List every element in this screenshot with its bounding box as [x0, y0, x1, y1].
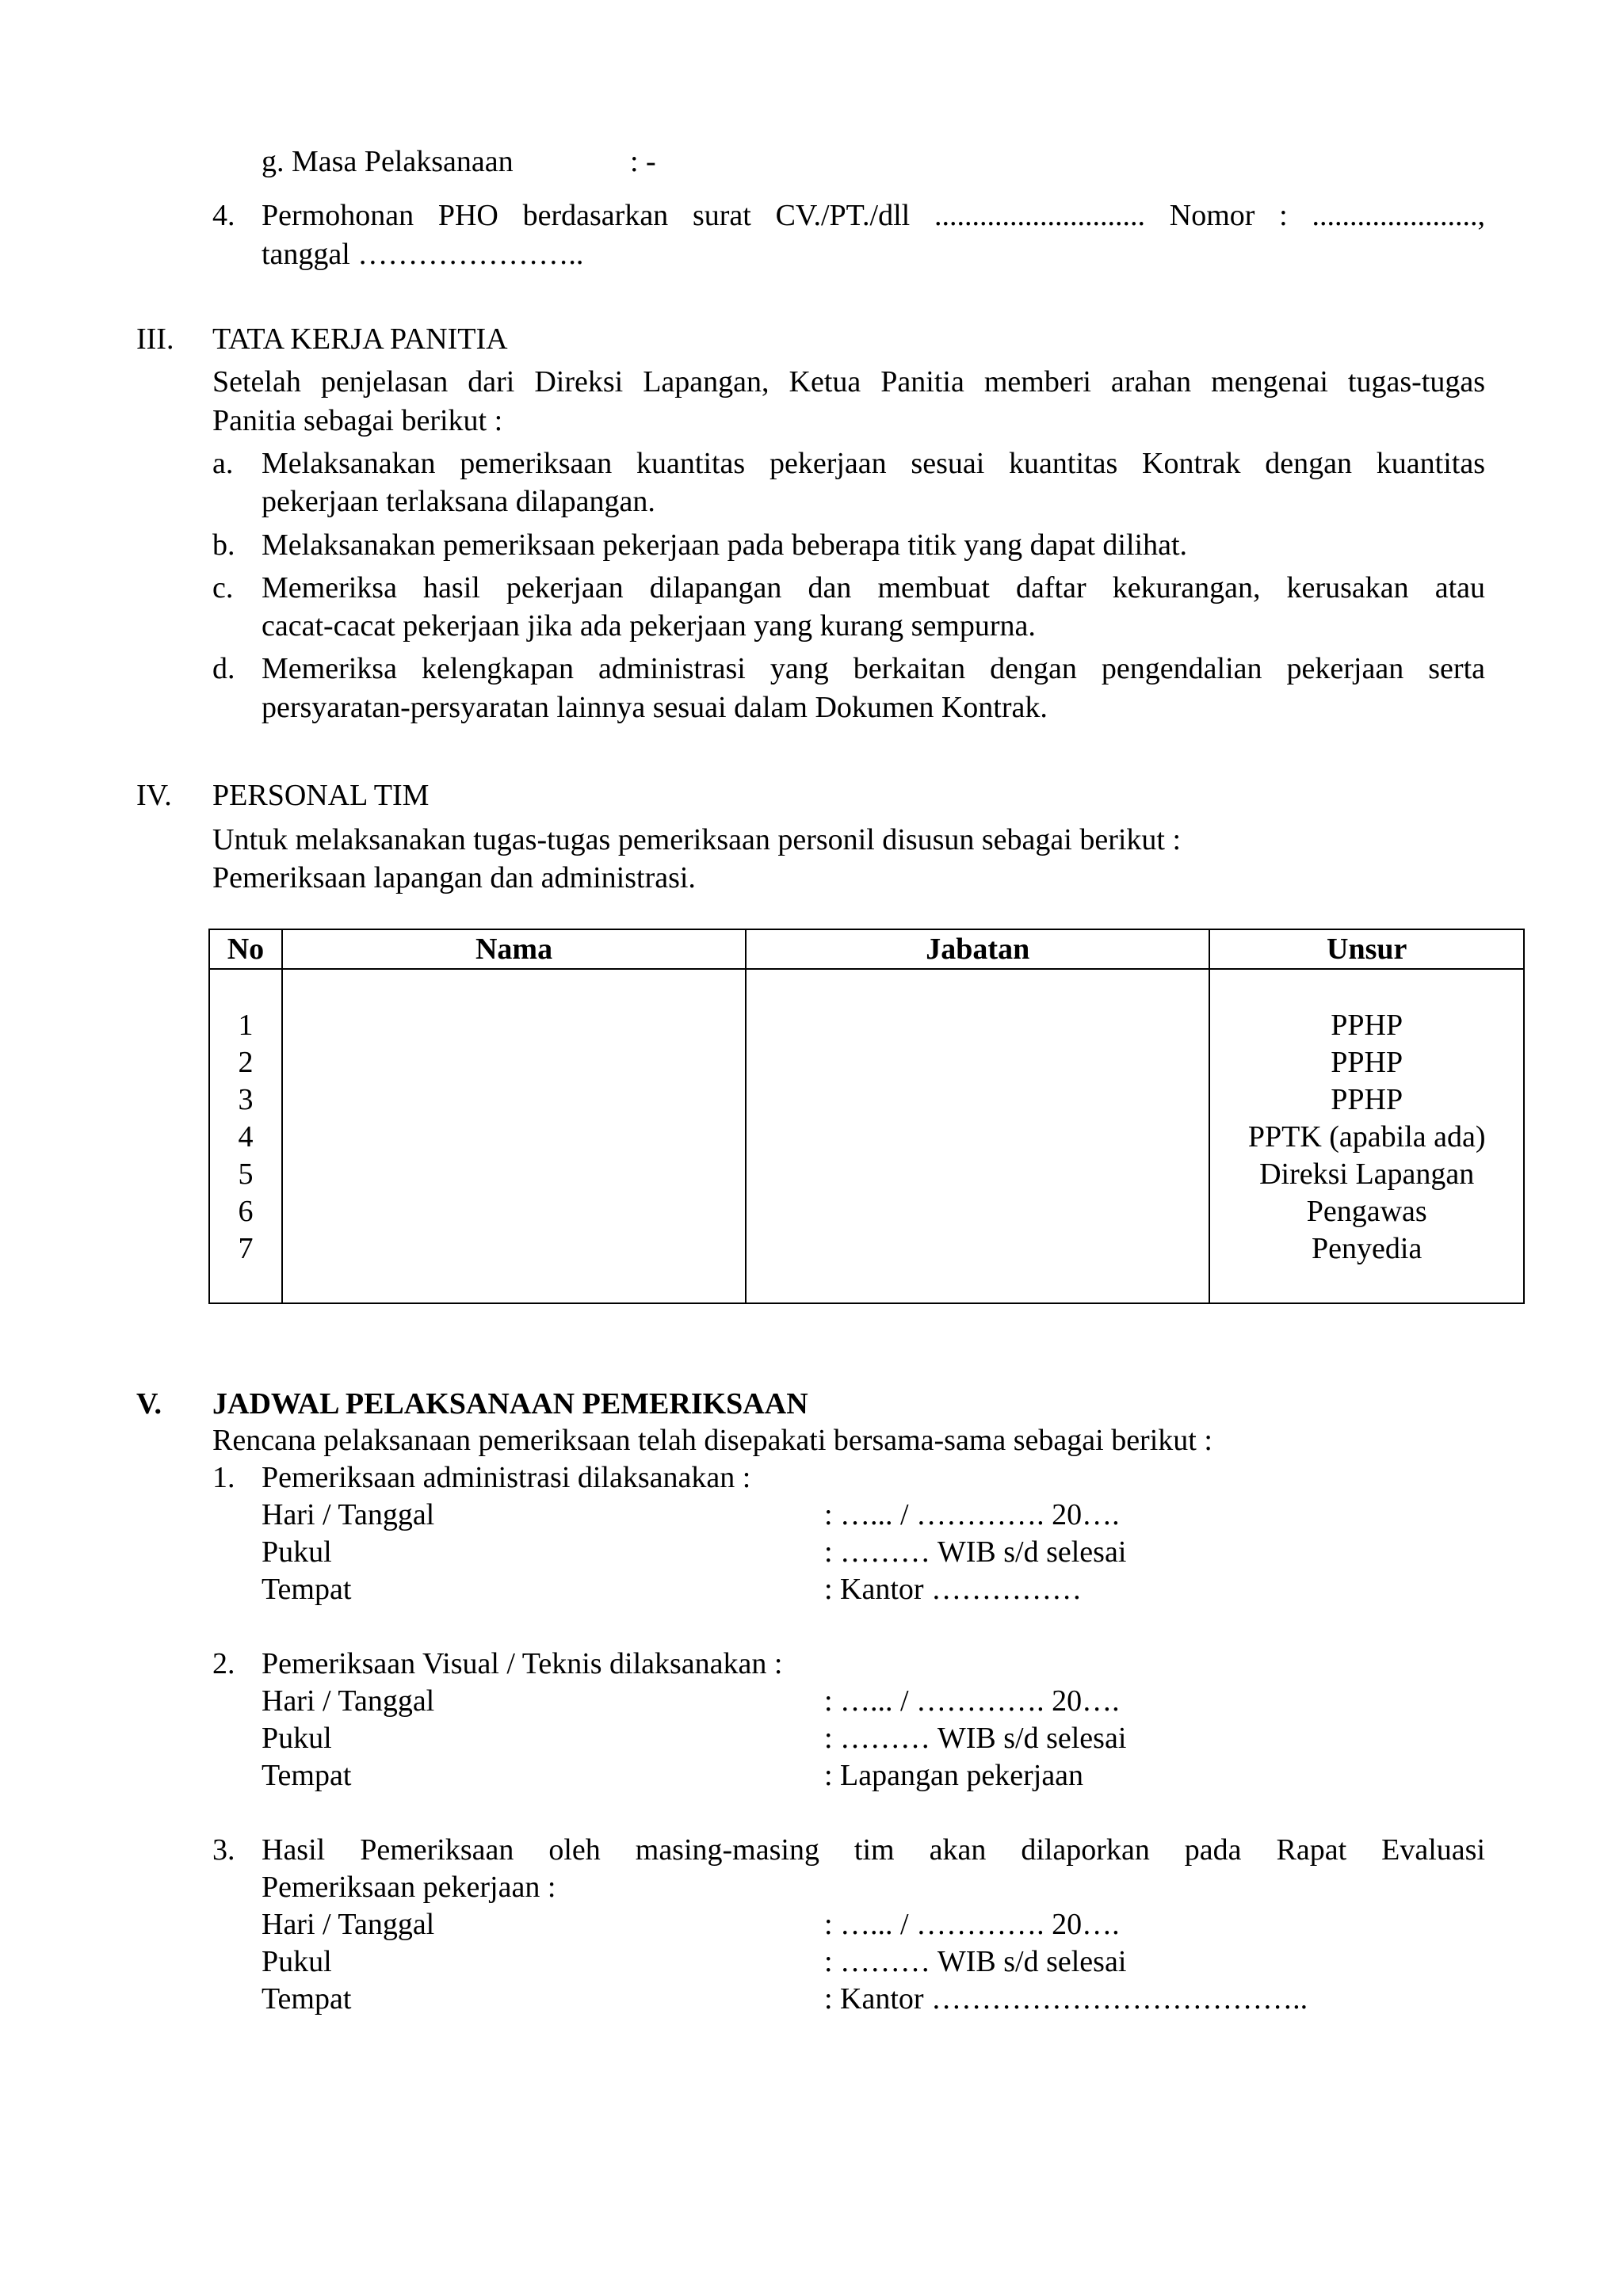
section3-item-label: a. — [212, 447, 234, 480]
item-4-line2: tanggal ………………….. — [262, 238, 584, 271]
schedule-row-label: Tempat — [262, 1573, 352, 1606]
unsur-cell: Direksi Lapangan — [1259, 1158, 1475, 1191]
row-number: 1 — [238, 1009, 254, 1042]
table-header-row — [209, 929, 1524, 969]
schedule-row-label: Pukul — [262, 1535, 332, 1569]
schedule-row-value: : ……… WIB s/d selesai — [824, 1535, 1127, 1569]
row-number: 5 — [238, 1158, 254, 1191]
section5-intro: Rencana pelaksanaan pemeriksaan telah disepakati bersama-sama sebagai berikut : — [212, 1424, 1212, 1457]
schedule-row-value: : …... / …………. 20…. — [824, 1498, 1120, 1531]
no-column — [209, 969, 282, 1303]
schedule-item-heading: Pemeriksaan administrasi dilaksanakan : — [262, 1461, 751, 1494]
row-number: 4 — [238, 1120, 254, 1154]
unsur-cell: PPHP — [1331, 1009, 1403, 1042]
schedule-row-value: : Lapangan pekerjaan — [824, 1759, 1084, 1792]
section3-item-line1: Melaksanakan pemeriksaan kuantitas pekerjaan sesuai kuantitas Kontrak dengan kuantitas — [262, 447, 1485, 480]
section3-numeral: III. — [136, 322, 174, 356]
section3-intro-line1: Setelah penjelasan dari Direksi Lapangan, Ketua Panitia memberi arahan mengenai tugas-tugas — [212, 365, 1485, 399]
schedule-row-label: Hari / Tanggal — [262, 1684, 435, 1718]
schedule-row-label: Hari / Tanggal — [262, 1908, 435, 1941]
section3-item-line2: persyaratan-persyaratan lainnya sesuai dalam Dokumen Kontrak. — [262, 691, 1048, 724]
schedule-item-heading: Pemeriksaan Visual / Teknis dilaksanakan : — [262, 1647, 783, 1680]
header-jabatan: Jabatan — [746, 929, 1209, 969]
nama-column — [282, 969, 746, 1303]
header-unsur: Unsur — [1209, 929, 1524, 969]
schedule-row-label: Pukul — [262, 1945, 332, 1978]
section3-item-line1: Memeriksa hasil pekerjaan dilapangan dan membuat daftar kekurangan, kerusakan atau — [262, 571, 1485, 605]
schedule-row-value: : ……… WIB s/d selesai — [824, 1722, 1127, 1755]
schedule-item-number: 1. — [212, 1461, 235, 1494]
row-number: 2 — [238, 1046, 254, 1079]
section5-numeral: V. — [136, 1387, 162, 1421]
section4-intro-line2: Pemeriksaan lapangan dan administrasi. — [212, 861, 696, 894]
schedule-item-heading-line2: Pemeriksaan pekerjaan : — [262, 1871, 556, 1904]
unsur-cell: PPHP — [1331, 1046, 1403, 1079]
section3-item-line2: pekerjaan terlaksana dilapangan. — [262, 485, 655, 518]
section4-intro-line1: Untuk melaksanakan tugas-tugas pemeriksaan personil disusun sebagai berikut : — [212, 823, 1182, 856]
item-4-number: 4. — [212, 199, 235, 232]
section4-title: PERSONAL TIM — [212, 779, 430, 812]
section3-item-label: c. — [212, 571, 234, 605]
unsur-cell: PPHP — [1331, 1083, 1403, 1116]
schedule-row-label: Tempat — [262, 1759, 352, 1792]
item-g-label: g. Masa Pelaksanaan — [262, 145, 514, 178]
row-number: 3 — [238, 1083, 254, 1116]
schedule-row-value: : ……… WIB s/d selesai — [824, 1945, 1127, 1978]
schedule-row-value: : Kantor …………… — [824, 1573, 1083, 1606]
section3-item-line2: cacat-cacat pekerjaan jika ada pekerjaan yang kurang sempurna. — [262, 609, 1036, 643]
table-row — [209, 969, 1524, 1303]
schedule-item-heading: Hasil Pemeriksaan oleh masing-masing tim akan dilaporkan pada Rapat Evaluasi — [262, 1833, 1485, 1867]
unsur-cell: Penyedia — [1312, 1232, 1423, 1265]
schedule-item-number: 3. — [212, 1833, 235, 1867]
schedule-row-value: : Kantor ……………………………….. — [824, 1982, 1308, 2016]
item-4-line1: Permohonan PHO berdasarkan surat CV./PT./dll ............................ Nomor : ......................, — [262, 199, 1485, 232]
header-no: No — [209, 929, 282, 969]
schedule-row-label: Tempat — [262, 1982, 352, 2016]
unsur-cell: PPTK (apabila ada) — [1247, 1120, 1486, 1154]
schedule-row-value: : …... / …………. 20…. — [824, 1908, 1120, 1941]
section3-item-line1: Memeriksa kelengkapan administrasi yang berkaitan dengan pengendalian pekerjaan serta — [262, 652, 1485, 685]
personal-tim-table — [208, 929, 1525, 1304]
section3-intro-line2: Panitia sebagai berikut : — [212, 404, 503, 437]
schedule-row-label: Pukul — [262, 1722, 332, 1755]
row-number: 6 — [238, 1195, 254, 1228]
section3-title: TATA KERJA PANITIA — [212, 322, 508, 356]
header-nama: Nama — [282, 929, 746, 969]
schedule-row-label: Hari / Tanggal — [262, 1498, 435, 1531]
section3-item-label: b. — [212, 528, 235, 562]
section3-item-label: d. — [212, 652, 235, 685]
row-number: 7 — [238, 1232, 254, 1265]
section3-item-line1: Melaksanakan pemeriksaan pekerjaan pada beberapa titik yang dapat dilihat. — [262, 528, 1187, 562]
unsur-cell: Pengawas — [1306, 1195, 1427, 1228]
schedule-item-number: 2. — [212, 1647, 235, 1680]
unsur-column — [1209, 969, 1524, 1303]
schedule-row-value: : …... / …………. 20…. — [824, 1684, 1120, 1718]
section5-title: JADWAL PELAKSANAAN PEMERIKSAAN — [212, 1387, 808, 1421]
section4-numeral: IV. — [136, 779, 172, 812]
jabatan-column — [746, 969, 1209, 1303]
item-g-value: : - — [630, 145, 656, 178]
